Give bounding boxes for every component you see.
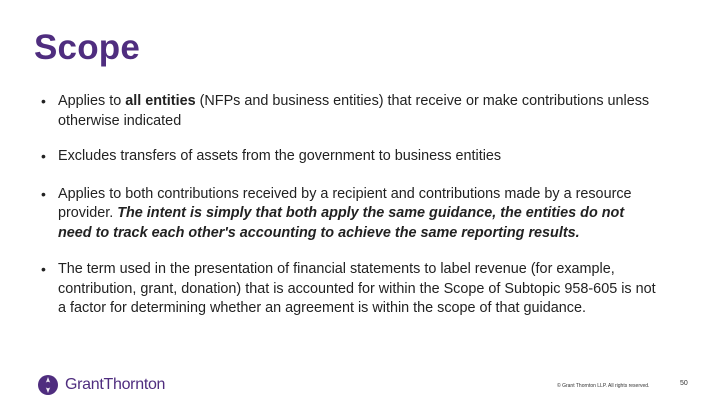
page-number: 50 (680, 380, 688, 387)
logo-wordmark: GrantThornton (65, 376, 166, 393)
bullet-text: Excludes transfers of assets from the government to business entities (58, 148, 502, 164)
bullet-list (41, 92, 661, 335)
bullet-bold-text: all entities (125, 93, 196, 109)
bullet-item (41, 260, 661, 319)
bullet-dot: • (41, 185, 46, 202)
bullet-bold-italic-text: The intent is simply that both apply the same guidance, the entities do not need to track each other's accounting to achieve the same reporting results. (58, 205, 625, 241)
slide-title: Scope (34, 28, 141, 67)
grant-thornton-logo-icon (37, 374, 59, 396)
bullet-item (41, 92, 661, 131)
grant-thornton-logo (37, 371, 165, 399)
copyright-notice: © Grant Thornton LLP. All rights reserved. (557, 383, 650, 389)
bullet-item (41, 185, 661, 244)
bullet-dot: • (41, 93, 46, 109)
bullet-item (41, 147, 661, 167)
bullet-text: Applies to both contributions received by a recipient and contributions made by a resource provider. (58, 185, 632, 221)
bullet-text: The term used in the presentation of financial statements to label revenue (for example, contribution, grant, donation) that is accounted for within the Scope of Subtopic 958-605 is not a factor for determining whether an agreement is within the scope of that guidance. (58, 261, 656, 316)
bullet-text: Applies to (58, 93, 126, 109)
bullet-text: (NFPs and business entities) that receive or make contributions unless otherwise indicated (58, 93, 650, 129)
bullet-dot: • (41, 148, 46, 164)
bullet-dot: • (41, 261, 46, 277)
